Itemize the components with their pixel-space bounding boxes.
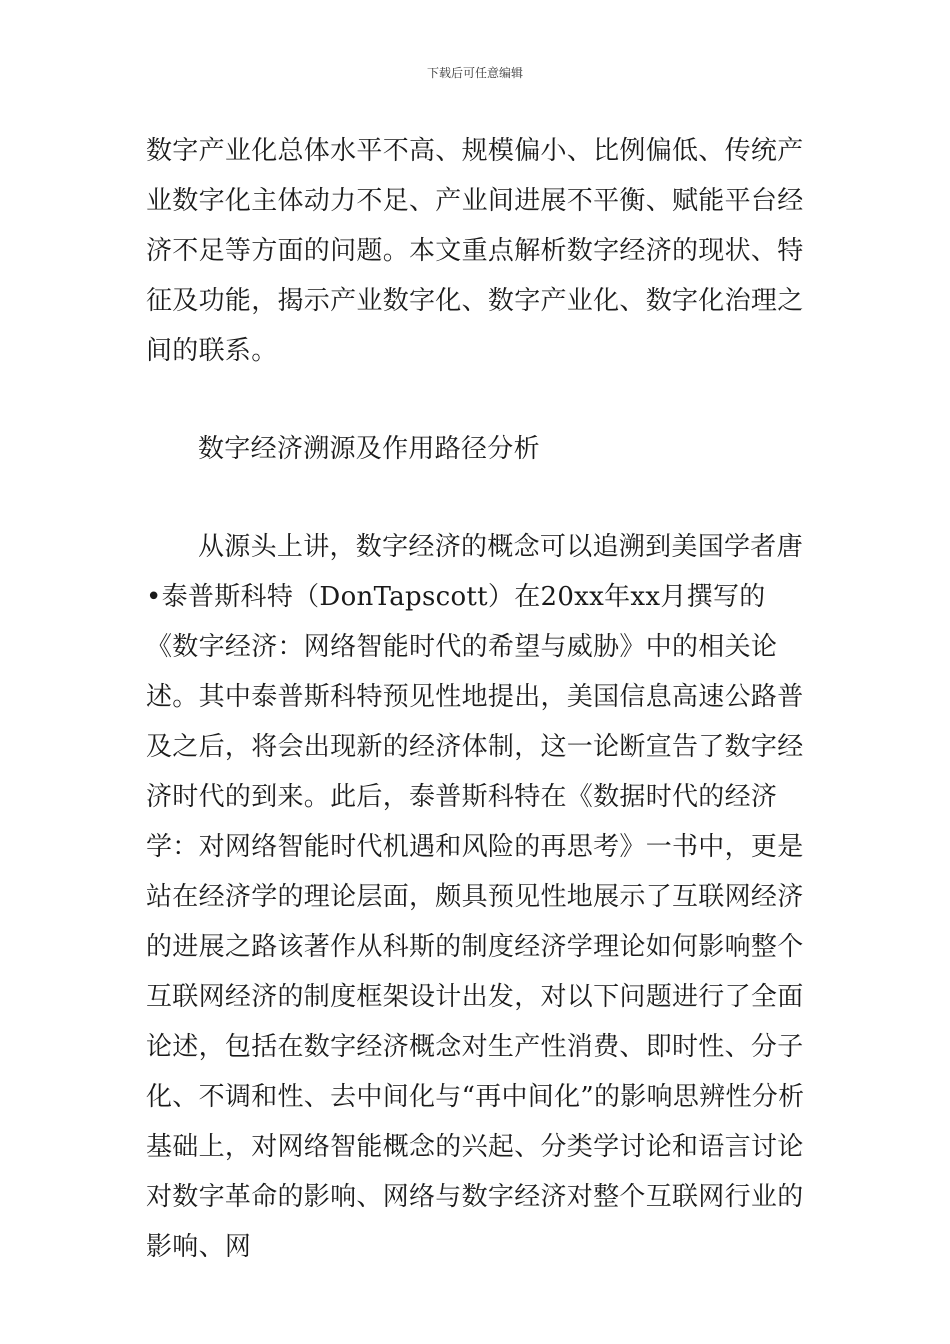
section-heading: 数字经济溯源及作用路径分析 — [198, 434, 540, 464]
page-header-note: 下载后可任意编辑 — [426, 66, 523, 80]
paragraph-intro: 数字产业化总体水平不高、规模偏小、比例偏低、传统产业数字化主体动力不足、产业间进展不平衡、赋能平台经济不足等方面的问题。本文重点解析数字经济的现状、特征及功能，揭示产业数字化、数字产业化、数字化治理之间的联系。 — [146, 136, 804, 366]
document-body — [146, 126, 812, 1272]
paragraph-origin: 从源头上讲，数字经济的概念可以追溯到美国学者唐•泰普斯科特（DonTapscott）在20xx年xx月撰写的《数字经济：网络智能时代的希望与威胁》中的相关论述。其中泰普斯科特预见性地提出，美国信息高速公路普及之后，将会出现新的经济体制，这一论断宣告了数字经济时代的到来。此后，泰普斯科特在《数据时代的经济学：对网络智能时代机遇和风险的再思考》一书中，更是站在经济学的理论层面，颇具预见性地展示了互联网经济的进展之路该著作从科斯的制度经济学理论如何影响整个互联网经济的制度框架设计出发，对以下问题进行了全面论述，包括在数字经济概念对生产性消费、即时性、分子化、不调和性、去中间化与“再中间化”的影响思辨性分析基础上，对网络智能概念的兴起、分类学讨论和语言讨论对数字革命的影响、网络与数字经济对整个互联网行业的影响、网 — [146, 532, 805, 1262]
